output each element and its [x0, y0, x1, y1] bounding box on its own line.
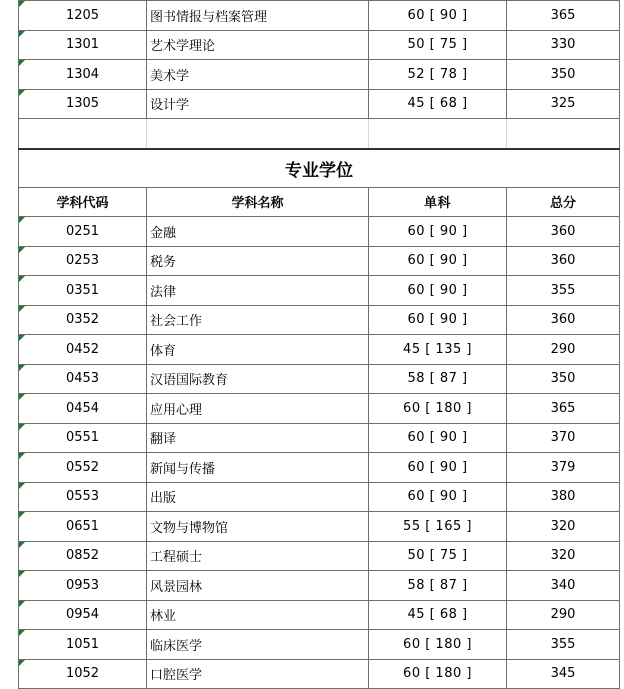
- code-cell[interactable]: 0651: [19, 512, 147, 542]
- name-cell[interactable]: 汉语国际教育: [147, 364, 369, 394]
- table-row: [19, 1, 620, 31]
- table-row: [19, 600, 620, 630]
- single-score-cell[interactable]: 45 [ 135 ]: [369, 335, 507, 365]
- single-score-cell[interactable]: 60 [ 90 ]: [369, 423, 507, 453]
- single-score-cell[interactable]: 60 [ 90 ]: [369, 1, 507, 31]
- name-cell[interactable]: 风景园林: [147, 571, 369, 601]
- table-row: [19, 482, 620, 512]
- single-score-cell[interactable]: 50 [ 75 ]: [369, 541, 507, 571]
- professional-degree-section: [19, 149, 620, 217]
- table-row: [19, 305, 620, 335]
- code-cell[interactable]: 1205: [19, 1, 147, 31]
- total-score-cell[interactable]: 379: [507, 453, 620, 483]
- code-cell[interactable]: 0953: [19, 571, 147, 601]
- single-score-cell[interactable]: 60 [ 90 ]: [369, 482, 507, 512]
- blank-cell[interactable]: [147, 119, 369, 149]
- name-cell[interactable]: 图书情报与档案管理: [147, 1, 369, 31]
- table-row: [19, 246, 620, 276]
- professional-degree-rows: [19, 217, 620, 689]
- single-score-cell[interactable]: 60 [ 90 ]: [369, 305, 507, 335]
- academic-degree-rows: [19, 1, 620, 119]
- name-cell[interactable]: 设计学: [147, 89, 369, 119]
- blank-cell[interactable]: [507, 119, 620, 149]
- single-score-cell[interactable]: 58 [ 87 ]: [369, 571, 507, 601]
- section-title-row: [19, 149, 620, 188]
- blank-row: [19, 119, 620, 149]
- table-row: [19, 364, 620, 394]
- single-score-cell[interactable]: 45 [ 68 ]: [369, 89, 507, 119]
- name-cell[interactable]: 社会工作: [147, 305, 369, 335]
- total-score-cell[interactable]: 365: [507, 394, 620, 424]
- table-row: [19, 541, 620, 571]
- header-code[interactable]: 学科代码: [19, 187, 147, 217]
- single-score-cell[interactable]: 60 [ 90 ]: [369, 453, 507, 483]
- total-score-cell[interactable]: 370: [507, 423, 620, 453]
- code-cell[interactable]: 0852: [19, 541, 147, 571]
- total-score-cell[interactable]: 365: [507, 1, 620, 31]
- blank-cell[interactable]: [19, 119, 147, 149]
- code-cell[interactable]: 0453: [19, 364, 147, 394]
- total-score-cell[interactable]: 360: [507, 305, 620, 335]
- code-cell[interactable]: 0454: [19, 394, 147, 424]
- spacer-section: [19, 119, 620, 149]
- single-score-cell[interactable]: 60 [ 180 ]: [369, 394, 507, 424]
- total-score-cell[interactable]: 290: [507, 335, 620, 365]
- single-score-cell[interactable]: 50 [ 75 ]: [369, 30, 507, 60]
- header-single[interactable]: 单科: [369, 187, 507, 217]
- code-cell[interactable]: 0553: [19, 482, 147, 512]
- name-cell[interactable]: 出版: [147, 482, 369, 512]
- code-cell[interactable]: 1052: [19, 659, 147, 689]
- name-cell[interactable]: 税务: [147, 246, 369, 276]
- name-cell[interactable]: 美术学: [147, 60, 369, 90]
- total-score-cell[interactable]: 345: [507, 659, 620, 689]
- name-cell[interactable]: 工程硕士: [147, 541, 369, 571]
- header-name[interactable]: 学科名称: [147, 187, 369, 217]
- total-score-cell[interactable]: 320: [507, 512, 620, 542]
- name-cell[interactable]: 翻译: [147, 423, 369, 453]
- name-cell[interactable]: 新闻与传播: [147, 453, 369, 483]
- code-cell[interactable]: 0551: [19, 423, 147, 453]
- single-score-cell[interactable]: 60 [ 90 ]: [369, 217, 507, 247]
- code-cell[interactable]: 0253: [19, 246, 147, 276]
- header-total[interactable]: 总分: [507, 187, 620, 217]
- total-score-cell[interactable]: 350: [507, 60, 620, 90]
- table-row: [19, 453, 620, 483]
- code-cell[interactable]: 0954: [19, 600, 147, 630]
- code-cell[interactable]: 0251: [19, 217, 147, 247]
- table-row: [19, 512, 620, 542]
- code-cell[interactable]: 0452: [19, 335, 147, 365]
- code-cell[interactable]: 1305: [19, 89, 147, 119]
- code-cell[interactable]: 1051: [19, 630, 147, 660]
- code-cell[interactable]: 1304: [19, 60, 147, 90]
- total-score-cell[interactable]: 350: [507, 364, 620, 394]
- table-row: [19, 659, 620, 689]
- total-score-cell[interactable]: 325: [507, 89, 620, 119]
- code-cell[interactable]: 0352: [19, 305, 147, 335]
- total-score-cell[interactable]: 340: [507, 571, 620, 601]
- single-score-cell[interactable]: 60 [ 180 ]: [369, 659, 507, 689]
- table-row: [19, 89, 620, 119]
- code-cell[interactable]: 0351: [19, 276, 147, 306]
- name-cell[interactable]: 艺术学理论: [147, 30, 369, 60]
- name-cell[interactable]: 林业: [147, 600, 369, 630]
- single-score-cell[interactable]: 60 [ 90 ]: [369, 246, 507, 276]
- table-row: [19, 30, 620, 60]
- total-score-cell[interactable]: 360: [507, 217, 620, 247]
- table-row: [19, 571, 620, 601]
- single-score-cell[interactable]: 58 [ 87 ]: [369, 364, 507, 394]
- total-score-cell[interactable]: 330: [507, 30, 620, 60]
- name-cell[interactable]: 金融: [147, 217, 369, 247]
- score-table: [18, 0, 620, 689]
- name-cell[interactable]: 文物与博物馆: [147, 512, 369, 542]
- single-score-cell[interactable]: 60 [ 180 ]: [369, 630, 507, 660]
- section-title[interactable]: 专业学位: [19, 149, 620, 188]
- name-cell[interactable]: 临床医学: [147, 630, 369, 660]
- name-cell[interactable]: 口腔医学: [147, 659, 369, 689]
- total-score-cell[interactable]: 360: [507, 246, 620, 276]
- blank-cell[interactable]: [369, 119, 507, 149]
- total-score-cell[interactable]: 290: [507, 600, 620, 630]
- spreadsheet: [18, 0, 616, 689]
- table-row: [19, 394, 620, 424]
- total-score-cell[interactable]: 380: [507, 482, 620, 512]
- code-cell[interactable]: 1301: [19, 30, 147, 60]
- total-score-cell[interactable]: 355: [507, 630, 620, 660]
- total-score-cell[interactable]: 355: [507, 276, 620, 306]
- single-score-cell[interactable]: 52 [ 78 ]: [369, 60, 507, 90]
- name-cell[interactable]: 应用心理: [147, 394, 369, 424]
- total-score-cell[interactable]: 320: [507, 541, 620, 571]
- single-score-cell[interactable]: 55 [ 165 ]: [369, 512, 507, 542]
- table-row: [19, 335, 620, 365]
- table-row: [19, 630, 620, 660]
- header-row: [19, 187, 620, 217]
- table-row: [19, 217, 620, 247]
- table-row: [19, 60, 620, 90]
- single-score-cell[interactable]: 60 [ 90 ]: [369, 276, 507, 306]
- code-cell[interactable]: 0552: [19, 453, 147, 483]
- single-score-cell[interactable]: 45 [ 68 ]: [369, 600, 507, 630]
- name-cell[interactable]: 体育: [147, 335, 369, 365]
- table-row: [19, 276, 620, 306]
- table-row: [19, 423, 620, 453]
- name-cell[interactable]: 法律: [147, 276, 369, 306]
